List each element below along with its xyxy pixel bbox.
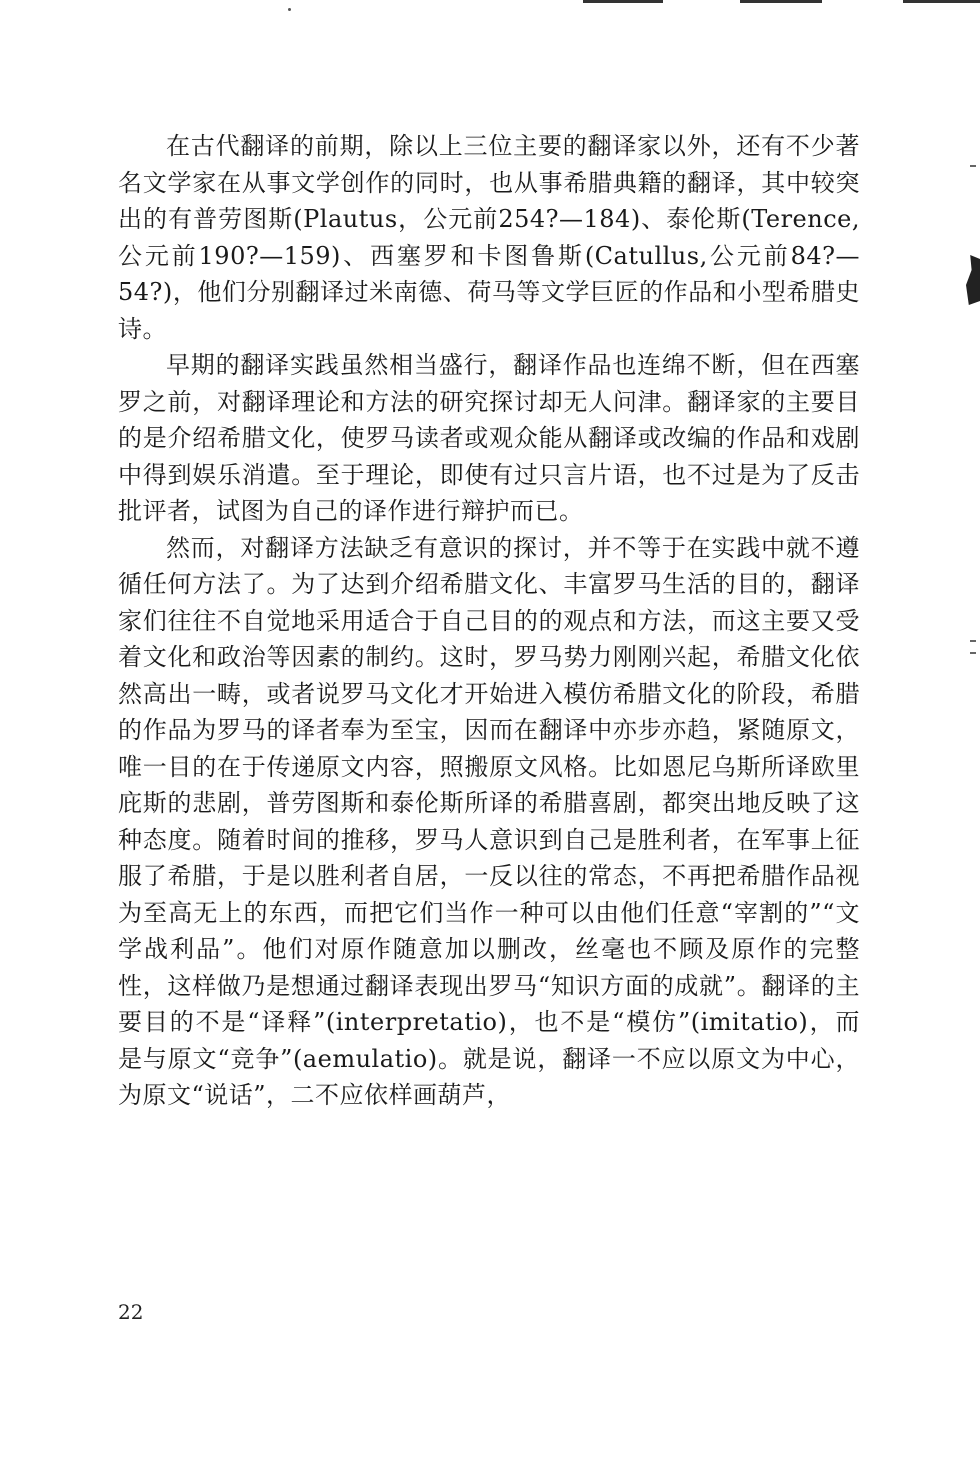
top-rule (903, 0, 980, 3)
page-body (118, 128, 860, 1114)
top-rule (583, 0, 663, 3)
top-rule (740, 0, 822, 3)
scan-edge-tick (970, 640, 976, 642)
paragraph-2: 早期的翻译实践虽然相当盛行，翻译作品也连绵不断，但在西塞罗之前，对翻译理论和方法的研究探讨却无人问津。翻译家的主要目的是介绍希腊文化，使罗马读者或观众能从翻译或改编的作品和戏剧中得到娱乐消遣。至于理论，即使有过只言片语，也不过是为了反击批评者，试图为自己的译作进行辩护而已。 (118, 351, 860, 525)
scan-edge-tick (970, 165, 976, 167)
paragraph-1: 在古代翻译的前期，除以上三位主要的翻译家以外，还有不少著名文学家在从事文学创作的同时，也从事希腊典籍的翻译，其中较突出的有普劳图斯(Plautus，公元前254?—184)、泰伦斯(Terence,公元前190?—159)、西塞罗和卡图鲁斯(Catullus,公元前84?—54?)，他们分别翻译过米南德、荷马等文学巨匠的作品和小型希腊史诗。 (118, 132, 860, 343)
paragraph-3: 然而，对翻译方法缺乏有意识的探讨，并不等于在实践中就不遵循任何方法了。为了达到介绍希腊文化、丰富罗马生活的目的，翻译家们往往不自觉地采用适合于自己目的的观点和方法，而这主要又受着文化和政治等因素的制约。这时，罗马势力刚刚兴起，希腊文化依然高出一畴，或者说罗马文化才开始进入模仿希腊文化的阶段，希腊的作品为罗马的译者奉为至宝，因而在翻译中亦步亦趋，紧随原文，唯一目的在于传递原文内容，照搬原文风格。比如恩尼乌斯所译欧里庇斯的悲剧，普劳图斯和泰伦斯所译的希腊喜剧，都突出地反映了这种态度。随着时间的推移，罗马人意识到自己是胜利者，在军事上征服了希腊，于是以胜利者自居，一反以往的常态，不再把希腊作品视为至高无上的东西，而把它们当作一种可以由他们任意“宰割的”“文学战利品”。他们对原作随意加以删改，丝毫也不顾及原作的完整性，这样做乃是想通过翻译表现出罗马“知识方面的成就”。翻译的主要目的不是“译释”(interpretatio)，也不是“模仿”(imitatio)，而是与原文“竞争”(aemulatio)。就是说，翻译一不应以原文为中心，为原文“说话”，二不应依样画葫芦， (118, 533, 860, 1109)
page-number: 22 (118, 1300, 144, 1324)
scan-edge-tick (970, 652, 976, 654)
scan-speck (288, 8, 291, 11)
scan-edge-mark (966, 255, 980, 305)
